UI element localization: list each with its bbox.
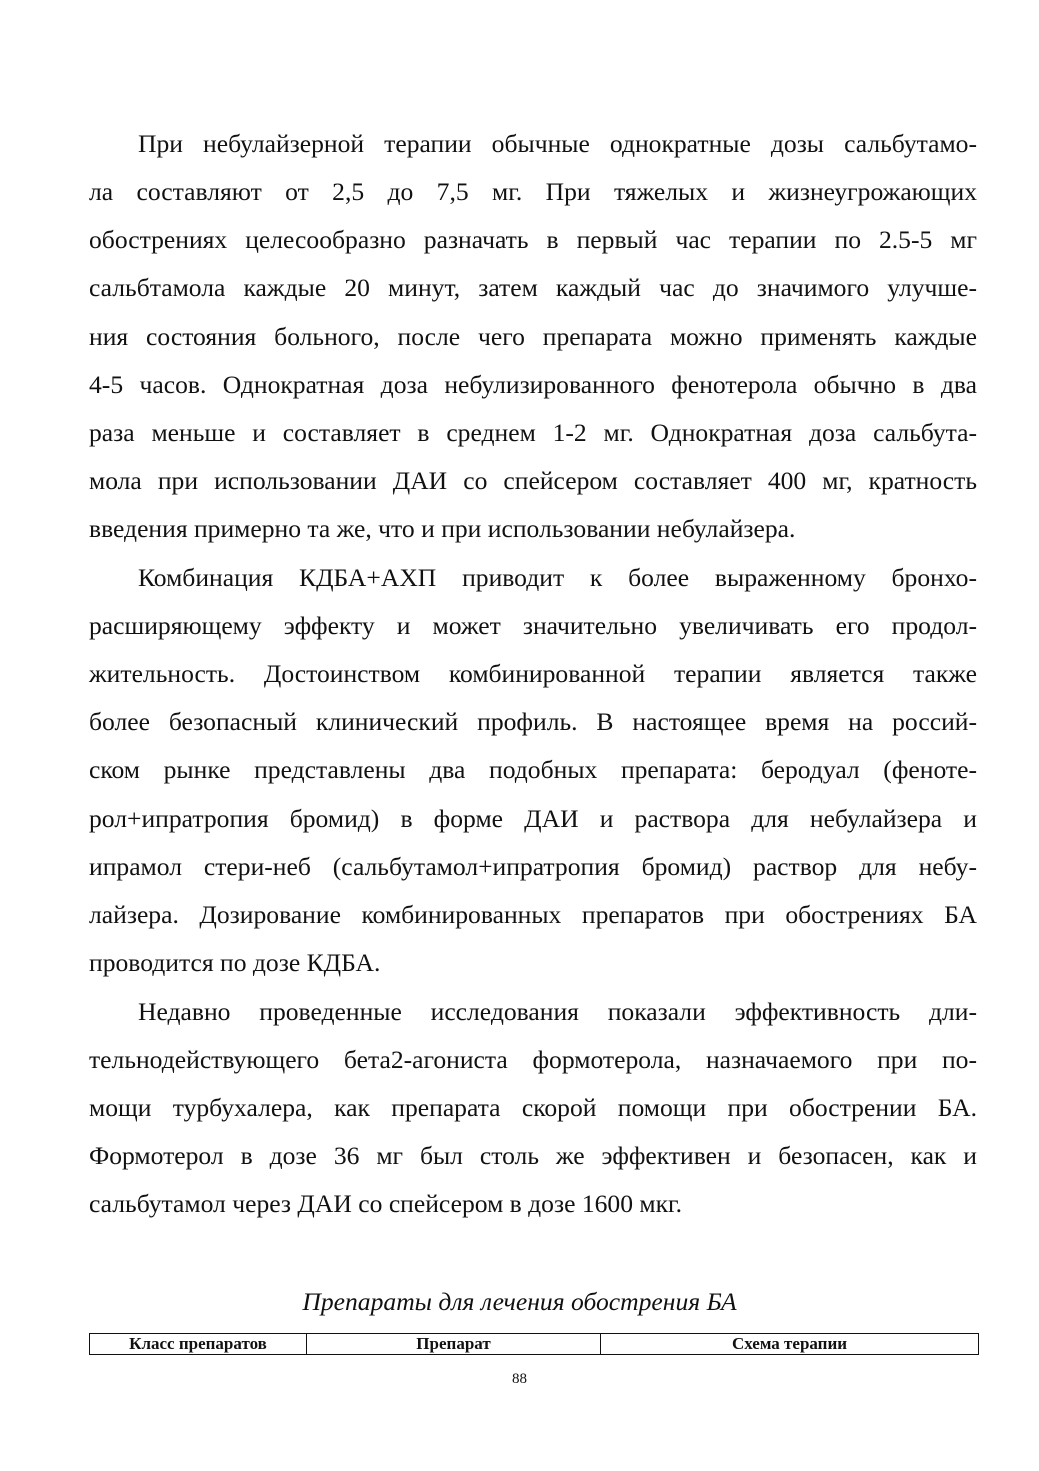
text-line: Недавно проведенные исследования показали эффективность дли- [138,997,977,1026]
text-line: сальбтамола каждые 20 минут, затем каждый час до значимого улучше- [89,273,977,302]
text-line: обострениях целесообразно разначать в первый час терапии по 2.5-5 мг [89,225,977,254]
text-line: тельнодействующего бета2-агониста формотерола, назначаемого при по- [89,1045,977,1074]
column-header-class: Класс препаратов [90,1334,307,1355]
text-line: ипрамол стери-неб (сальбутамол+ипратропия бромид) раствор для небу- [89,852,977,881]
text-line: мола при использовании ДАИ со спейсером составляет 400 мг, кратность [89,466,977,495]
text-line: лайзера. Дозирование комбинированных препаратов при обострениях БА [89,900,977,929]
text-line: введения примерно та же, что и при использовании небулайзера. [89,514,796,543]
text-line: жительность. Достоинством комбинированной терапии является также [89,659,977,688]
text-line: ния состояния больного, после чего препарата можно применять каждые [89,322,977,351]
page-number: 88 [512,1371,527,1387]
text-line: ла составляют от 2,5 до 7,5 мг. При тяжелых и жизнеугрожающих [89,177,977,206]
table-header-row [90,1334,979,1355]
text-line: расширяющему эффекту и может значительно увеличивать его продол- [89,611,977,640]
text-line: мощи турбухалера, как препарата скорой помощи при обострении БА. [89,1093,977,1122]
drug-table [89,1333,979,1355]
text-line: При небулайзерной терапии обычные однократные дозы сальбутамо- [138,129,977,158]
text-line: рол+ипратропия бромид) в форме ДАИ и раствора для небулайзера и [89,804,977,833]
table-caption: Препараты для лечения обострения БА [302,1287,737,1316]
text-line: раза меньше и составляет в среднем 1-2 мг. Однократная доза сальбута- [89,418,977,447]
text-line: ском рынке представлены два подобных препарата: беродуал (феноте- [89,755,977,784]
text-line: 4-5 часов. Однократная доза небулизированного фенотерола обычно в два [89,370,977,399]
text-line: сальбутамол через ДАИ со спейсером в дозе 1600 мкг. [89,1189,683,1218]
text-line: проводится по дозе КДБА. [89,948,381,977]
column-header-scheme: Схема терапии [601,1334,979,1355]
text-line: Комбинация КДБА+АХП приводит к более выраженному бронхо- [138,563,977,592]
text-line: более безопасный клинический профиль. В настоящее время на россий- [89,707,977,736]
column-header-drug: Препарат [307,1334,601,1355]
text-line: Формотерол в дозе 36 мг был столь же эффективен и безопасен, как и [89,1141,977,1170]
